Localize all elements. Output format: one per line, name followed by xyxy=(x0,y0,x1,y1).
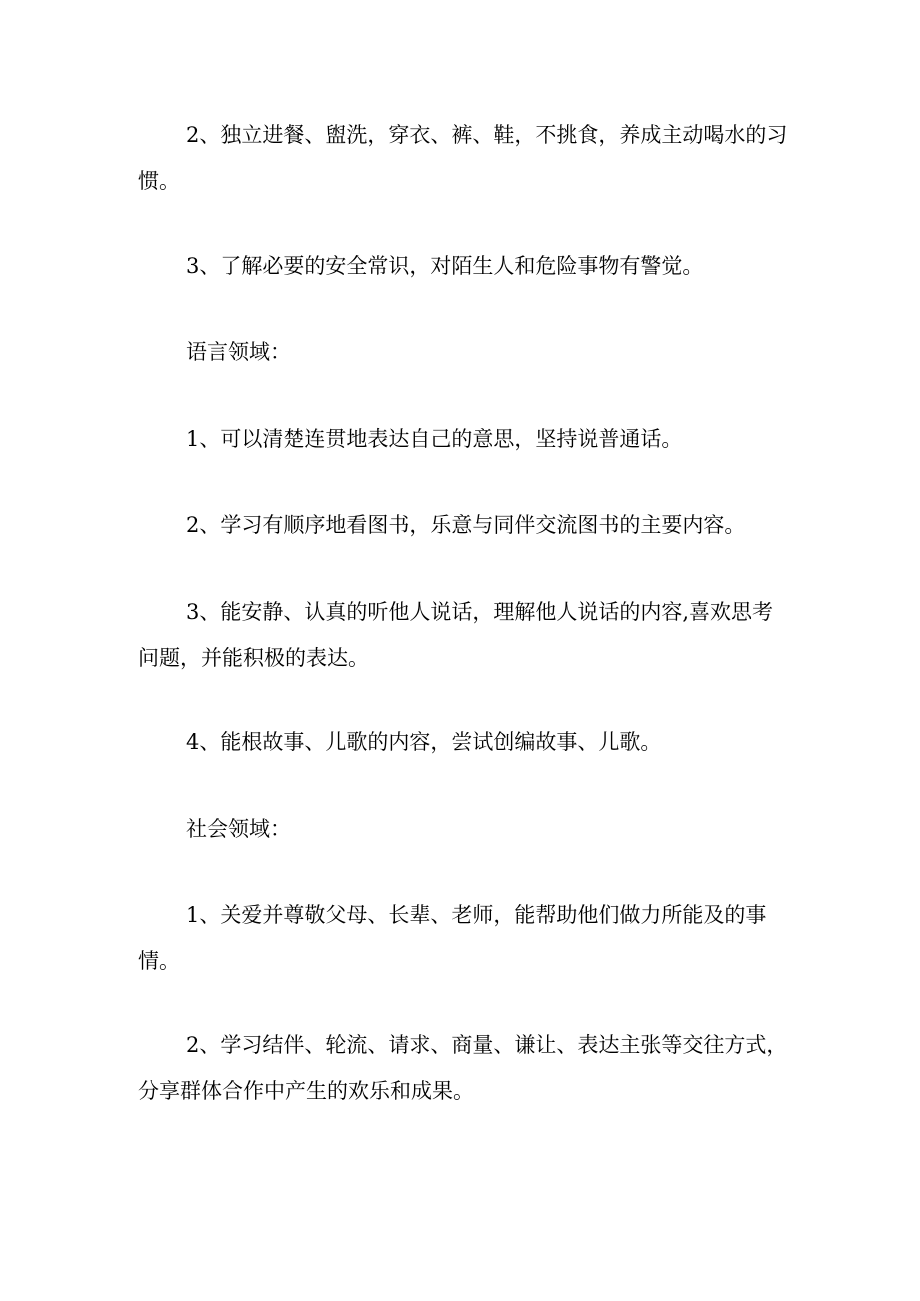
paragraph-self-care: 2、独立进餐、盥洗，穿衣、裤、鞋，不挑食，养成主动喝水的习惯。 xyxy=(138,123,788,193)
paragraph-social-2: 2、学习结伴、轮流、请求、商量、谦让、表达主张等交往方式，分享群体合作中产生的欢乐和成果。 xyxy=(138,1033,788,1103)
heading-social-domain: 社会领域： xyxy=(186,817,291,841)
paragraph-language-3: 3、能安静、认真的听他人说话，理解他人说话的内容,喜欢思考问题，并能积极的表达。 xyxy=(138,600,774,670)
heading-language-domain: 语言领域： xyxy=(186,340,291,364)
paragraph-language-1: 1、可以清楚连贯地表达自己的意思，坚持说普通话。 xyxy=(186,427,683,451)
paragraph-safety: 3、了解必要的安全常识，对陌生人和危险事物有警觉。 xyxy=(186,254,704,278)
paragraph-language-4: 4、能根故事、儿歌的内容，尝试创编故事、儿歌。 xyxy=(186,730,662,754)
paragraph-social-1: 1、关爱并尊敬父母、长辈、老师，能帮助他们做力所能及的事情。 xyxy=(138,903,767,973)
paragraph-language-2: 2、学习有顺序地看图书，乐意与同伴交流图书的主要内容。 xyxy=(186,513,746,537)
